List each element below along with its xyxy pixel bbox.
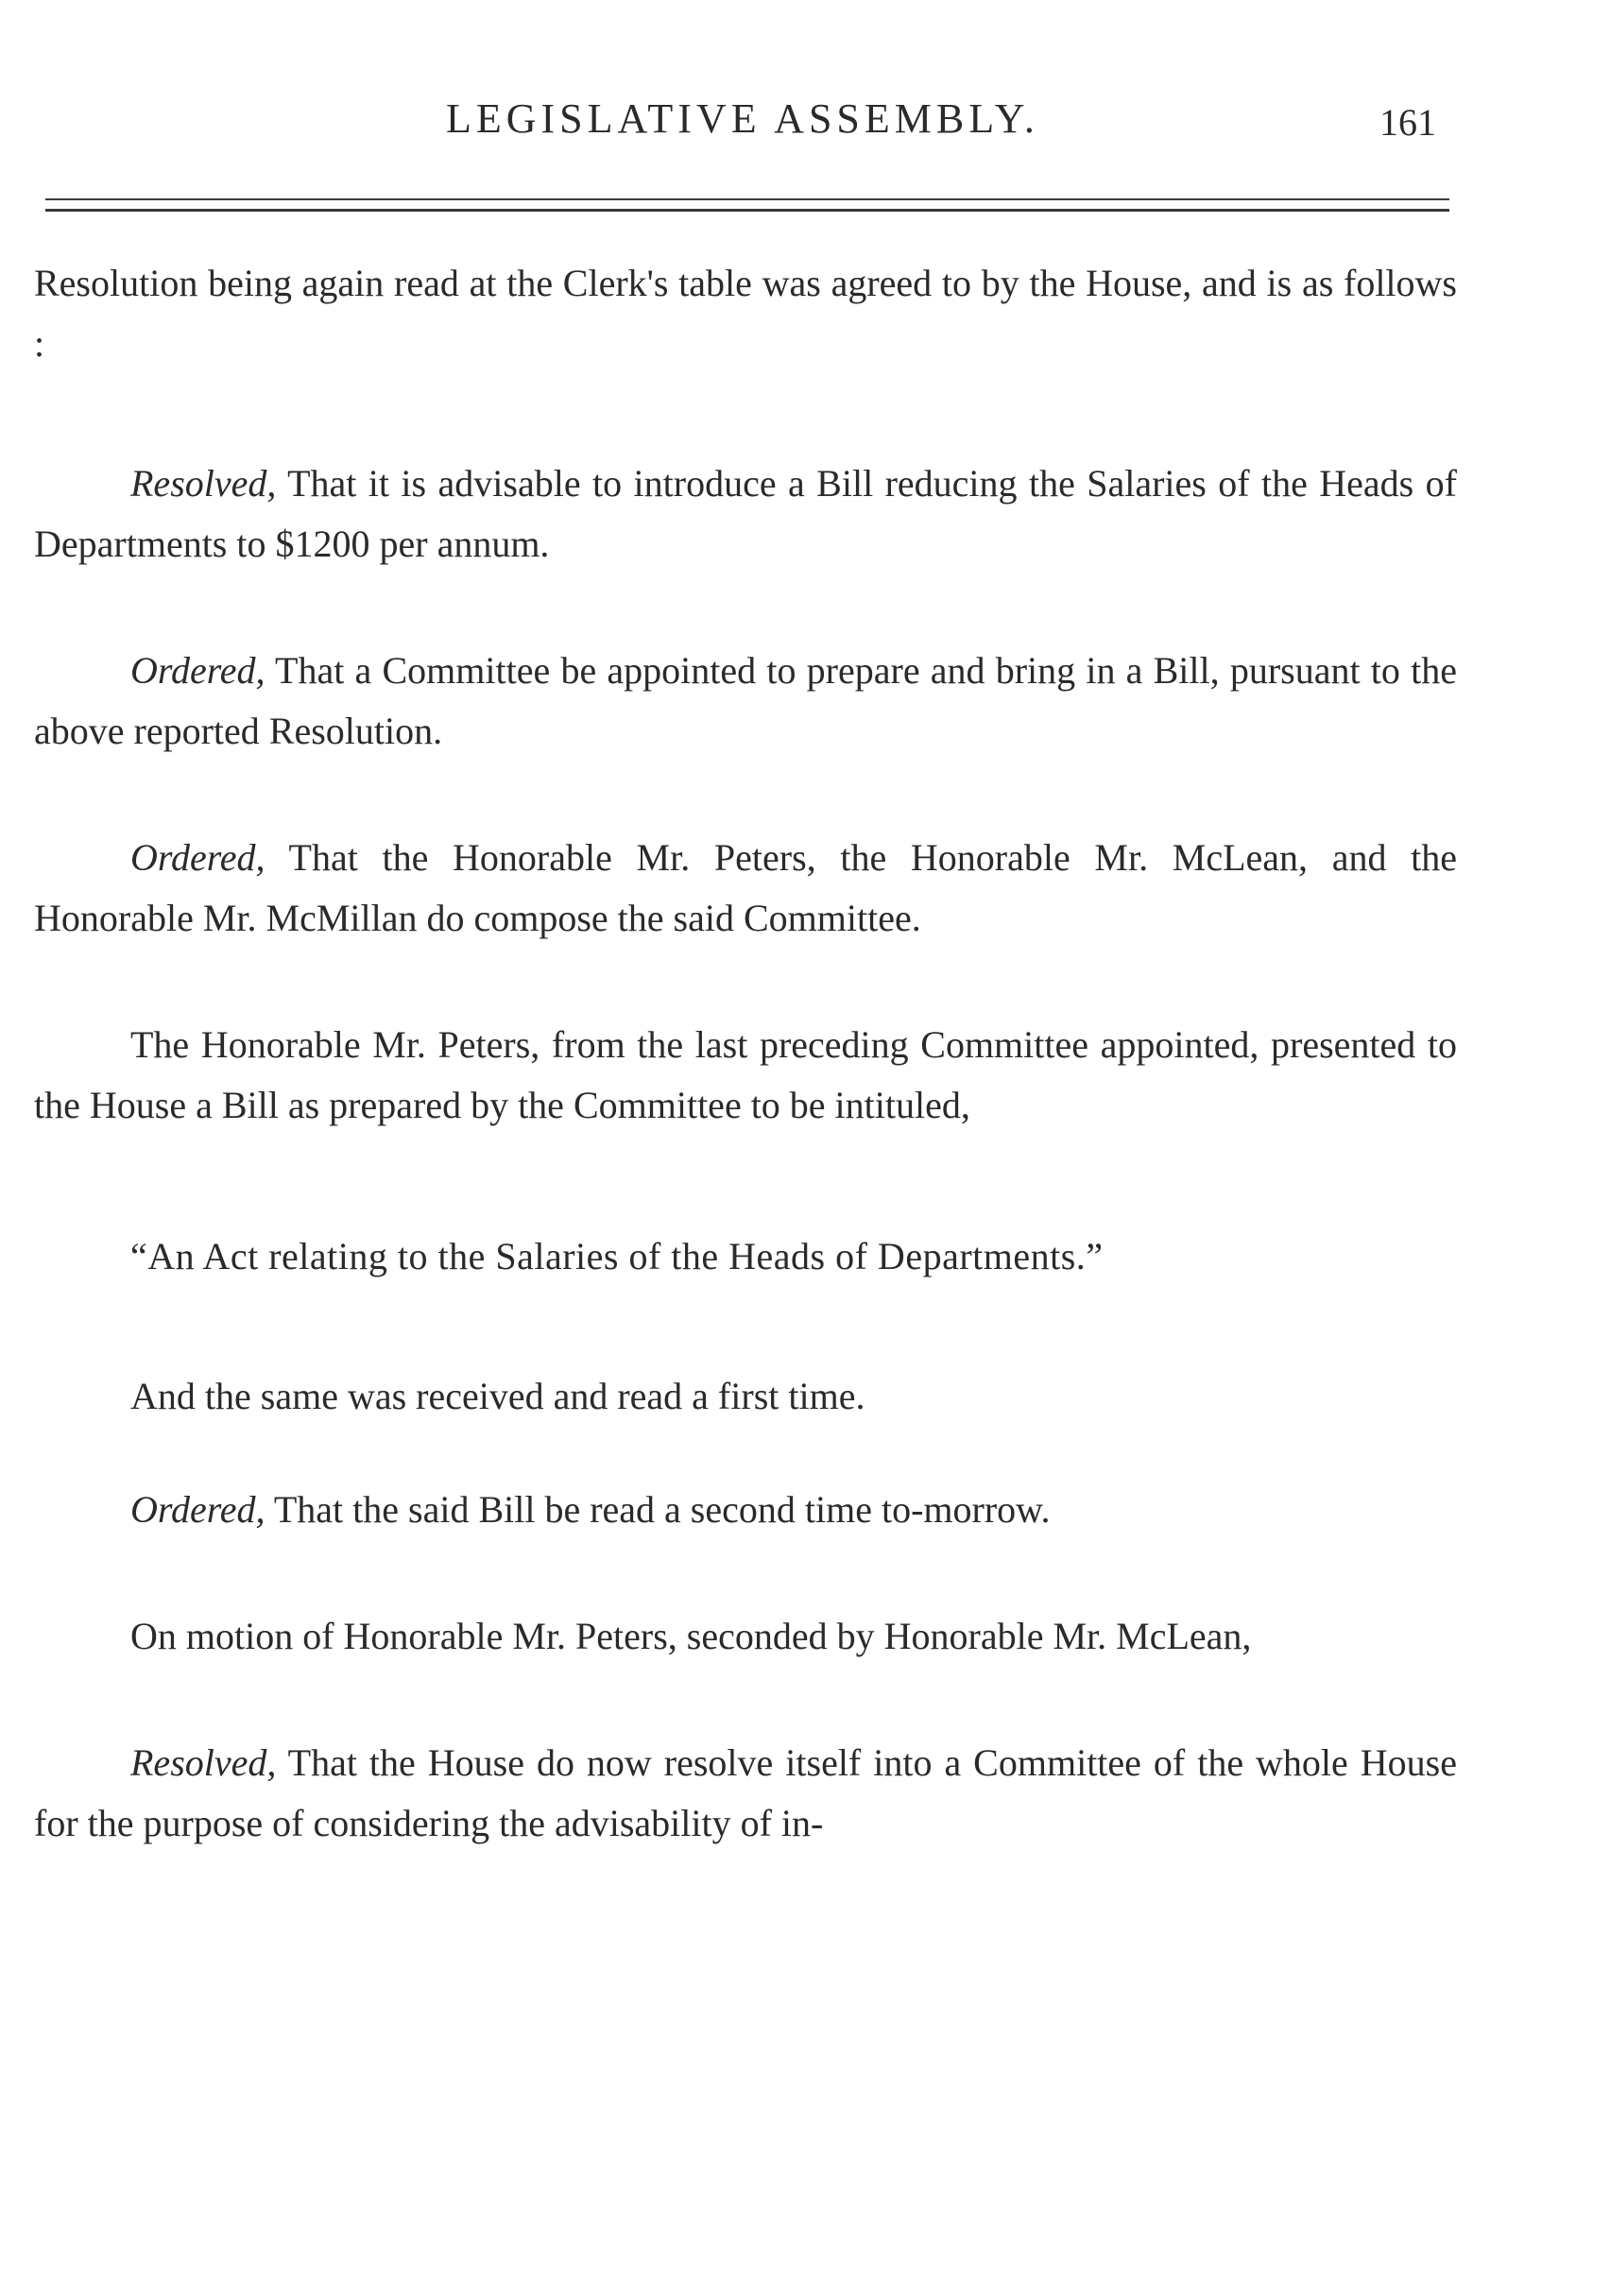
header-rule-bottom <box>45 209 1449 212</box>
running-head <box>0 94 1610 151</box>
paragraph-resolved-bill <box>34 454 1457 574</box>
header-rule-top <box>45 198 1449 200</box>
paragraph-motion <box>34 1606 1457 1667</box>
paragraph-lead: Ordered, <box>130 1488 265 1531</box>
paragraph-lead: Resolved, <box>130 462 277 505</box>
paragraph-bill-presented <box>34 1015 1457 1136</box>
paragraph-resolved-committee <box>34 1733 1457 1854</box>
paragraph-lead: Ordered, <box>130 649 265 692</box>
page-number: 161 <box>1379 101 1436 144</box>
paragraph-text: That the said Bill be read a second time to-morrow. <box>265 1488 1051 1531</box>
paragraph-text: That a Committee be appointed to prepare and bring in a Bill, pursuant to the above reported Resolution. <box>34 649 1457 752</box>
paragraph-lead: Ordered, <box>130 836 265 879</box>
paragraph-first-reading <box>34 1366 1457 1427</box>
paragraph-second-reading <box>34 1480 1457 1540</box>
paragraph-text: That the Honorable Mr. Peters, the Honorable Mr. McLean, and the Honorable Mr. McMillan do compose the said Committee. <box>34 836 1457 939</box>
page-title: LEGISLATIVE ASSEMBLY. <box>446 95 1039 142</box>
paragraph-text: That the House do now resolve itself into a Committee of the whole House for the purpose of considering the advisability of in- <box>34 1741 1457 1844</box>
paragraph-text: And the same was received and read a first time. <box>130 1375 865 1417</box>
paragraph-lead: Resolved, <box>130 1741 277 1784</box>
paragraph-text: Resolution being again read at the Clerk's table was agreed to by the House, and is as follows : <box>34 262 1457 365</box>
paragraph-text: On motion of Honorable Mr. Peters, seconded by Honorable Mr. McLean, <box>130 1615 1252 1657</box>
paragraph-ordered-committee <box>34 641 1457 762</box>
paragraph-text: “An Act relating to the Salaries of the Heads of Departments.” <box>130 1235 1104 1277</box>
paragraph-text: That it is advisable to introduce a Bill reducing the Salaries of the Heads of Departments to $1200 per annum. <box>34 462 1457 565</box>
paragraph-resolution-read <box>34 253 1457 374</box>
paragraph-act-title <box>34 1226 1457 1287</box>
paragraph-text: The Honorable Mr. Peters, from the last preceding Committee appointed, presented to the House a Bill as prepared by the Committee to be intituled, <box>34 1023 1457 1126</box>
paragraph-ordered-members <box>34 828 1457 949</box>
body-text <box>34 253 1457 1854</box>
